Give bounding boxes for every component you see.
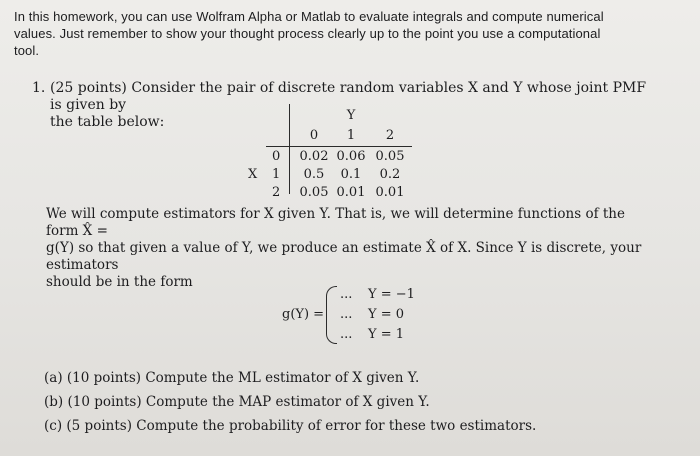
- table-col-header: 2: [385, 128, 395, 143]
- part-label: (a): [44, 370, 63, 386]
- estimator-line-2: g(Y) so that given a value of Y, we produce an estimate X̂ of X. Since Y is discrete, your estimators: [46, 240, 642, 273]
- estimator-line-3: should be in the form: [46, 274, 193, 290]
- intro-line-2: values. Just remember to show your thought process clearly up to the point you use a computational: [14, 26, 601, 41]
- table-col-header: 0: [309, 128, 319, 143]
- table-cell: 0.06: [336, 149, 366, 164]
- table-row-variable: X: [248, 167, 258, 182]
- part-label: (c): [44, 418, 63, 434]
- case-value: ...: [340, 327, 353, 342]
- table-row-label: 1: [272, 167, 281, 182]
- table-cell: 0.5: [303, 167, 325, 182]
- part-text: (5 points) Compute the probability of error for these two estimators.: [66, 418, 537, 434]
- part-a: [44, 370, 664, 386]
- case-condition: Y = 1: [368, 327, 405, 342]
- table-cell: 0.05: [375, 149, 405, 164]
- left-brace: [326, 286, 337, 344]
- part-label: (b): [44, 394, 64, 410]
- table-cell: 0.02: [299, 149, 329, 164]
- table-vertical-rule: [289, 104, 290, 194]
- table-col-header: 1: [346, 128, 356, 143]
- table-cell: 0.01: [336, 185, 366, 200]
- intro-paragraph: [14, 8, 654, 59]
- table-col-variable: Y: [346, 108, 356, 123]
- case-value: ...: [340, 287, 353, 302]
- table-cell: 0.05: [299, 185, 329, 200]
- problem-number: 1.: [32, 80, 46, 96]
- part-b: [44, 394, 664, 410]
- estimator-line-1: We will compute estimators for X given Y. That is, we will determine functions of the form X̂ =: [46, 206, 625, 239]
- table-cell: 0.1: [340, 167, 362, 182]
- intro-line-1: In this homework, you can use Wolfram Alpha or Matlab to evaluate integrals and compute numerical: [14, 9, 604, 24]
- problem-line-1: (25 points) Consider the pair of discrete random variables X and Y whose joint PMF is given by: [50, 80, 647, 113]
- piecewise-lhs: g(Y) =: [282, 307, 325, 322]
- part-text: (10 points) Compute the ML estimator of X given Y.: [66, 370, 420, 386]
- part-c: [44, 418, 664, 434]
- problem-line-2: the table below:: [50, 114, 165, 130]
- table-row-label: 0: [272, 149, 281, 164]
- estimator-paragraph: [46, 206, 656, 291]
- table-row-label: 2: [272, 185, 281, 200]
- part-text: (10 points) Compute the MAP estimator of X given Y.: [67, 394, 430, 410]
- case-value: ...: [340, 307, 353, 322]
- table-horizontal-rule: [266, 146, 412, 147]
- case-condition: Y = 0: [368, 307, 405, 322]
- intro-line-3: tool.: [14, 43, 40, 58]
- case-condition: Y = −1: [368, 287, 415, 302]
- problem-statement: [32, 80, 652, 131]
- table-cell: 0.01: [375, 185, 405, 200]
- table-cell: 0.2: [379, 167, 401, 182]
